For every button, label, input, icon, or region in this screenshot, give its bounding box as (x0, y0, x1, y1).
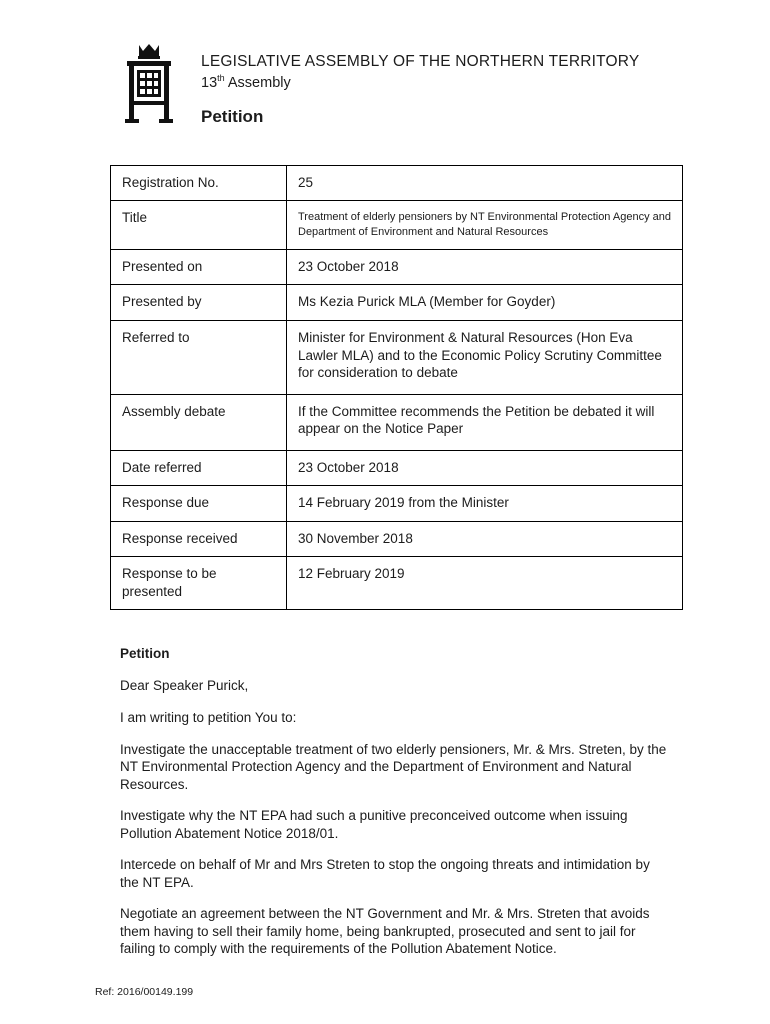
petition-paragraph: Investigate the unacceptable treatment of two elderly pensioners, Mr. & Mrs. Streten, by the NT Environmental Protection Agency and the Department of Environment and Natural Resources. (120, 741, 667, 792)
header-text-block (201, 43, 639, 127)
petition-metadata-table (110, 165, 683, 611)
row-value: 14 February 2019 from the Minister (287, 486, 683, 522)
table-row (111, 201, 683, 250)
row-value: If the Committee recommends the Petition be debated it will appear on the Notice Paper (287, 394, 683, 450)
petition-paragraph: Negotiate an agreement between the NT Government and Mr. & Mrs. Streten that avoids them having to sell their family home, being bankrupted, prosecuted and sent to jail for failing to comply with the requirements of the Pollution Abatement Notice. (120, 906, 650, 957)
assembly-number-line (201, 73, 639, 91)
table-row (111, 320, 683, 394)
petition-body (120, 646, 672, 958)
petition-body-heading: Petition (120, 646, 170, 662)
organisation-title: LEGISLATIVE ASSEMBLY OF THE NORTHERN TERRITORY (201, 53, 640, 70)
row-value: Treatment of elderly pensioners by NT Environmental Protection Agency and Department of Environment and Natural Resources (287, 201, 683, 250)
table-row (111, 394, 683, 450)
table-row (111, 249, 683, 285)
row-value: 23 October 2018 (287, 450, 683, 486)
assembly-ordinal-suffix: th (217, 72, 225, 83)
row-label: Presented by (111, 285, 287, 321)
petition-paragraph: Intercede on behalf of Mr and Mrs Streten to stop the ongoing threats and intimidation by the NT EPA. (120, 857, 650, 890)
row-label: Title (111, 201, 287, 250)
row-label: Response due (111, 486, 287, 522)
assembly-word: Assembly (224, 74, 291, 91)
petition-paragraph: Dear Speaker Purick, (120, 678, 249, 694)
table-row (111, 285, 683, 321)
table-row (111, 165, 683, 201)
row-value: 25 (287, 165, 683, 201)
assembly-number: 13 (201, 74, 218, 91)
row-value: 12 February 2019 (287, 557, 683, 610)
row-value: 30 November 2018 (287, 521, 683, 557)
document-header (123, 43, 770, 127)
row-label: Assembly debate (111, 394, 287, 450)
nt-assembly-crest-icon (123, 43, 175, 125)
row-label: Presented on (111, 249, 287, 285)
document-type-title: Petition (201, 106, 264, 126)
table-row (111, 557, 683, 610)
row-label: Referred to (111, 320, 287, 394)
petition-paragraph: I am writing to petition You to: (120, 709, 297, 725)
row-label: Response to be presented (111, 557, 287, 610)
row-value: 23 October 2018 (287, 249, 683, 285)
table-row (111, 521, 683, 557)
row-label: Registration No. (111, 165, 287, 201)
row-label: Response received (111, 521, 287, 557)
row-value: Ms Kezia Purick MLA (Member for Goyder) (287, 285, 683, 321)
table-row (111, 486, 683, 522)
table-row (111, 450, 683, 486)
row-value: Minister for Environment & Natural Resources (Hon Eva Lawler MLA) and to the Economic Policy Scrutiny Committee for consideration to debate (287, 320, 683, 394)
reference-number: Ref: 2016/00149.199 (95, 986, 194, 998)
petition-paragraph: Investigate why the NT EPA had such a punitive preconceived outcome when issuing Pollution Abatement Notice 2018/01. (120, 808, 628, 841)
row-label: Date referred (111, 450, 287, 486)
